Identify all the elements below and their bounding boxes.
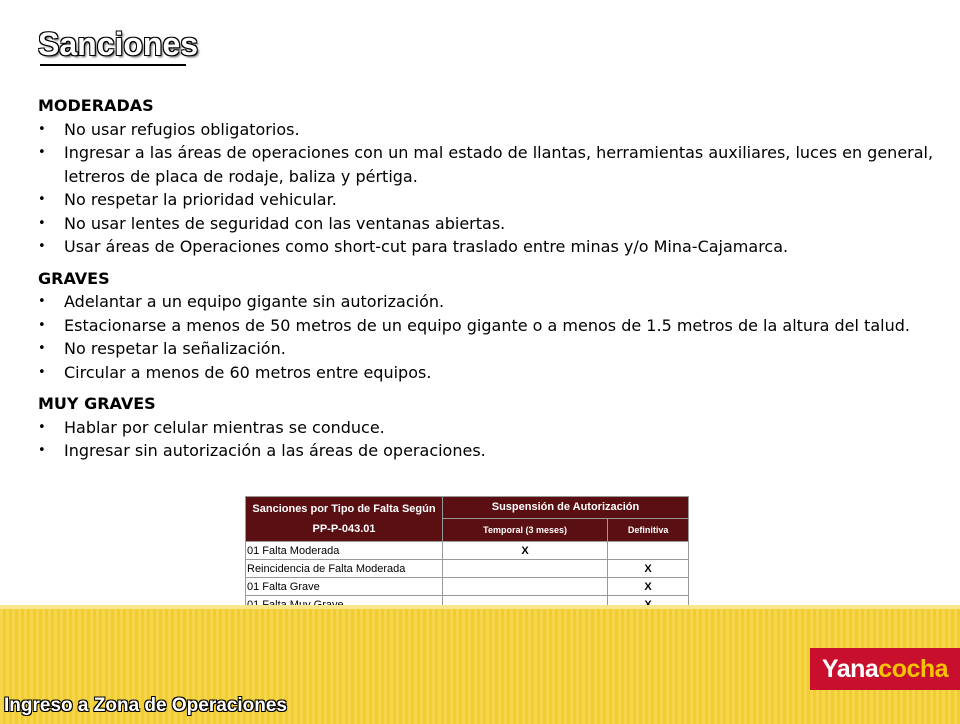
cell-temporal — [443, 560, 608, 578]
list-item: • Circular a menos de 60 metros entre equipos. — [38, 361, 938, 385]
table-header-definitiva: Definitiva — [608, 519, 689, 542]
section-heading: GRAVES — [38, 268, 110, 288]
section-moderadas — [38, 94, 938, 259]
table-row — [246, 560, 689, 578]
list-item: • No respetar la señalización. — [38, 337, 938, 361]
list-item: • Estacionarse a menos de 50 metros de un equipo gigante o a menos de 1.5 metros de la altura del talud. — [38, 314, 938, 338]
list-item: • No usar lentes de seguridad con las ventanas abiertas. — [38, 212, 938, 236]
table-row — [246, 578, 689, 596]
section-heading: MODERADAS — [38, 96, 154, 115]
bullet-list — [38, 290, 938, 384]
page-title: Sanciones — [38, 26, 199, 62]
bullet-list — [38, 118, 938, 259]
sanctions-table — [245, 496, 689, 614]
list-item: • No usar refugios obligatorios. — [38, 118, 938, 142]
cell-definitiva: X — [608, 578, 689, 596]
list-item: • Ingresar sin autorización a las áreas de operaciones. — [38, 439, 938, 463]
row-label: Reincidencia de Falta Moderada — [246, 560, 443, 578]
list-item: • No respetar la prioridad vehicular. — [38, 188, 938, 212]
yanacocha-logo — [810, 648, 960, 690]
list-item: • Usar áreas de Operaciones como short-cut para traslado entre minas y/o Mina-Cajamarca. — [38, 235, 938, 259]
row-label: 01 Falta Grave — [246, 578, 443, 596]
section-muy-graves — [38, 392, 938, 463]
section-graves — [38, 267, 938, 385]
table-header-temporal: Temporal (3 meses) — [443, 519, 608, 542]
row-label: 01 Falta Moderada — [246, 542, 443, 560]
bullet-list — [38, 416, 938, 463]
title-underline — [40, 64, 186, 66]
cell-temporal: X — [443, 542, 608, 560]
sanctions-content — [38, 94, 938, 471]
table-row — [246, 542, 689, 560]
table-header-group: Suspensión de Autorización — [443, 497, 689, 519]
footer-title: Ingreso a Zona de Operaciones — [4, 695, 287, 716]
list-item: • Adelantar a un equipo gigante sin autorización. — [38, 290, 938, 314]
cell-definitiva — [608, 542, 689, 560]
cell-temporal — [443, 578, 608, 596]
list-item: • Ingresar a las áreas de operaciones con un mal estado de llantas, herramientas auxiliares, luces en general, letreros de placa de rodaje, baliza y pértiga. — [38, 141, 938, 188]
list-item: • Hablar por celular mientras se conduce. — [38, 416, 938, 440]
cell-definitiva: X — [608, 560, 689, 578]
section-heading: MUY GRAVES — [38, 394, 156, 413]
table-header-left: Sanciones por Tipo de Falta Según PP-P-043.01 — [246, 497, 443, 542]
logo-text-part2: cocha — [878, 654, 949, 683]
logo-text-part1: Yana — [821, 654, 879, 683]
